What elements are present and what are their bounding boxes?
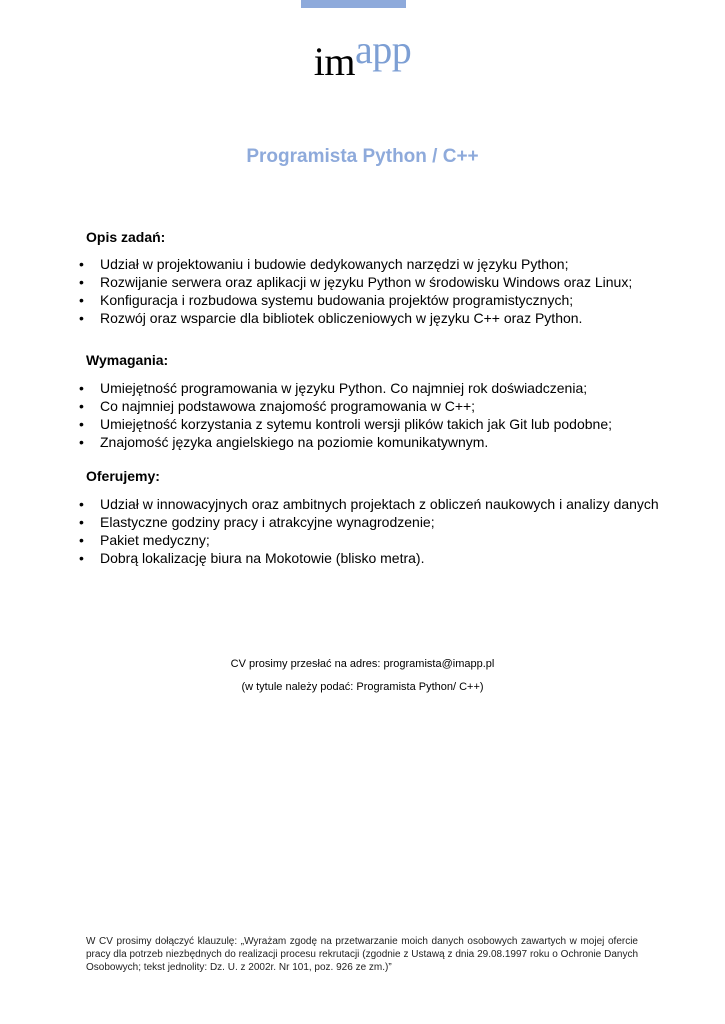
list-item-text: Dobrą lokalizację biura na Mokotowie (blisko metra). — [100, 550, 425, 566]
list-item — [78, 291, 632, 309]
list-item — [78, 397, 612, 415]
contact-subject-line: (w tytule należy podać: Programista Python/ C++) — [241, 681, 484, 693]
bullet-icon: • — [79, 434, 84, 450]
bullet-icon: • — [79, 256, 84, 272]
list-item — [78, 549, 659, 567]
list-item — [78, 433, 612, 451]
list-item — [78, 309, 632, 327]
offer-list — [78, 495, 659, 567]
list-item-text: Udział w innowacyjnych oraz ambitnych projektach z obliczeń naukowych i analizy danych — [100, 496, 659, 512]
list-item — [78, 415, 612, 433]
list-item-text: Znajomość języka angielskiego na poziomie komunikatywnym. — [100, 434, 489, 450]
tasks-list — [78, 255, 632, 327]
bullet-icon: • — [79, 550, 84, 566]
top-accent-bar — [301, 0, 406, 8]
company-logo — [0, 27, 725, 85]
bullet-icon: • — [79, 514, 84, 530]
section-heading-offer: Oferujemy: — [86, 468, 160, 484]
list-item — [78, 495, 659, 513]
requirements-list — [78, 379, 612, 451]
logo-text-im: im — [313, 39, 355, 84]
list-item-text: Udział w projektowaniu i budowie dedykowanych narzędzi w języku Python; — [100, 256, 569, 272]
section-heading-requirements: Wymagania: — [86, 352, 169, 368]
bullet-icon: • — [79, 398, 84, 414]
job-title: Programista Python / C++ — [246, 146, 479, 167]
bullet-icon: • — [79, 496, 84, 512]
list-item — [78, 273, 632, 291]
bullet-icon: • — [79, 380, 84, 396]
list-item-text: Pakiet medyczny; — [100, 532, 210, 548]
list-item-text: Rozwijanie serwera oraz aplikacji w języku Python w środowisku Windows oraz Linux; — [100, 274, 633, 290]
list-item-text: Co najmniej podstawowa znajomość programowania w C++; — [100, 398, 476, 414]
list-item — [78, 255, 632, 273]
list-item — [78, 513, 659, 531]
bullet-icon: • — [79, 310, 84, 326]
list-item-text: Konfiguracja i rozbudowa systemu budowania projektów programistycznych; — [100, 292, 574, 308]
bullet-icon: • — [79, 416, 84, 432]
bullet-icon: • — [79, 292, 84, 308]
list-item-text: Elastyczne godziny pracy i atrakcyjne wynagrodzenie; — [100, 514, 435, 530]
contact-email-line: CV prosimy przesłać na adres: programista@imapp.pl — [230, 658, 495, 670]
list-item-text: Umiejętność programowania w języku Python. Co najmniej rok doświadczenia; — [100, 380, 588, 396]
list-item-text: Rozwój oraz wsparcie dla bibliotek obliczeniowych w języku C++ oraz Python. — [100, 310, 583, 326]
list-item — [78, 531, 659, 549]
gdpr-clause: W CV prosimy dołączyć klauzulę: „Wyrażam zgodę na przetwarzanie moich danych osobowych zawartych w mojej ofercie pracy dla potrzeb niezbędnych do realizacji procesu rekrutacji (zgodnie z Ustawą z dnia 29.08.1997 roku o Ochronie Danych Osobowych; tekst jednolity: Dz. U. z 2002r. Nr 101, poz. 926 ze zm.)” — [86, 936, 638, 973]
list-item — [78, 379, 612, 397]
section-heading-tasks: Opis zadań: — [86, 229, 166, 245]
bullet-icon: • — [79, 532, 84, 548]
bullet-icon: • — [79, 274, 84, 290]
logo-text-app: app — [354, 27, 412, 72]
list-item-text: Umiejętność korzystania z sytemu kontroli wersji plików takich jak Git lub podobne; — [100, 416, 612, 432]
